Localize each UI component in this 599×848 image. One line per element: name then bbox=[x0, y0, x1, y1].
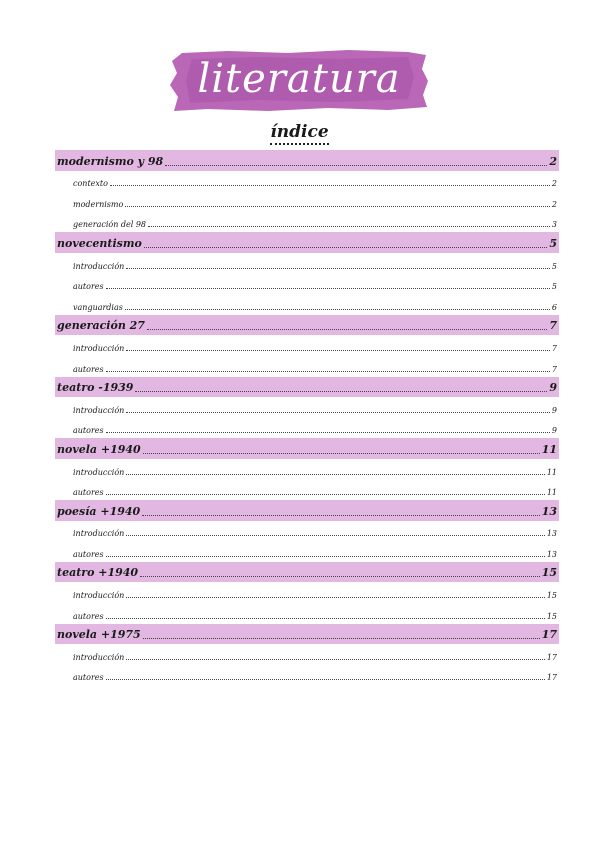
toc-item-row[interactable] bbox=[55, 644, 559, 665]
toc-item-row[interactable] bbox=[55, 480, 559, 501]
toc-item-label: vanguardias bbox=[73, 302, 123, 312]
toc-item-label: generación del 98 bbox=[73, 220, 147, 230]
index-heading-text: índice bbox=[270, 122, 328, 145]
toc-item-row[interactable] bbox=[55, 541, 559, 562]
dot-leader bbox=[126, 535, 544, 536]
toc-section-row[interactable] bbox=[55, 150, 559, 171]
toc-section-label: teatro -1939 bbox=[57, 381, 134, 395]
dot-leader bbox=[126, 474, 544, 475]
dot-leader bbox=[106, 556, 545, 557]
dot-leader bbox=[126, 412, 550, 413]
toc-item-row[interactable] bbox=[55, 603, 559, 624]
dot-leader bbox=[106, 432, 550, 433]
toc-item-page: 2 bbox=[551, 199, 557, 209]
toc-item-page: 13 bbox=[546, 529, 557, 539]
toc-item-page: 6 bbox=[551, 302, 557, 312]
dot-leader bbox=[147, 329, 547, 330]
dot-leader bbox=[135, 391, 547, 392]
toc-section-label: novela +1975 bbox=[57, 628, 141, 642]
toc-item-row[interactable] bbox=[55, 397, 559, 418]
toc-section-row[interactable] bbox=[55, 500, 559, 521]
toc-item-label: autores bbox=[73, 488, 104, 498]
toc-item-label: contexto bbox=[73, 179, 108, 189]
toc-section-row[interactable] bbox=[55, 438, 559, 459]
toc-section-row[interactable] bbox=[55, 562, 559, 583]
toc-item-row[interactable] bbox=[55, 356, 559, 377]
toc-section-page: 11 bbox=[541, 442, 557, 456]
toc-item-page: 17 bbox=[546, 652, 557, 662]
toc-section-label: novecentismo bbox=[57, 236, 142, 250]
toc-item-label: autores bbox=[73, 282, 104, 292]
toc-item-label: introducción bbox=[73, 343, 125, 353]
toc-item-row[interactable] bbox=[55, 212, 559, 233]
toc-item-label: introducción bbox=[73, 529, 125, 539]
dot-leader bbox=[148, 226, 550, 227]
dot-leader bbox=[143, 638, 540, 639]
toc-item-page: 5 bbox=[551, 282, 557, 292]
toc-item-row[interactable] bbox=[55, 335, 559, 356]
toc-item-page: 5 bbox=[551, 261, 557, 271]
toc-item-row[interactable] bbox=[55, 459, 559, 480]
toc-item-page: 9 bbox=[551, 405, 557, 415]
dot-leader bbox=[144, 247, 547, 248]
toc-section-label: modernismo y 98 bbox=[57, 154, 164, 168]
dot-leader bbox=[126, 350, 550, 351]
toc-item-page: 17 bbox=[546, 673, 557, 683]
toc-item-page: 7 bbox=[551, 343, 557, 353]
toc-item-page: 15 bbox=[546, 591, 557, 601]
toc-section-page: 17 bbox=[541, 628, 557, 642]
dot-leader bbox=[140, 576, 540, 577]
toc-section-label: teatro +1940 bbox=[57, 566, 139, 580]
title-banner bbox=[168, 47, 430, 115]
dot-leader bbox=[165, 165, 547, 166]
toc-section-row[interactable] bbox=[55, 377, 559, 398]
toc-section-page: 2 bbox=[549, 154, 557, 168]
toc-item-label: introducción bbox=[73, 591, 125, 601]
toc-section-page: 15 bbox=[541, 566, 557, 580]
toc-section-row[interactable] bbox=[55, 315, 559, 336]
toc-item-page: 9 bbox=[551, 426, 557, 436]
dot-leader bbox=[106, 494, 545, 495]
toc-item-row[interactable] bbox=[55, 521, 559, 542]
toc-item-row[interactable] bbox=[55, 582, 559, 603]
toc-section-page: 7 bbox=[549, 319, 557, 333]
toc-item-label: introducción bbox=[73, 652, 125, 662]
toc-section-row[interactable] bbox=[55, 624, 559, 645]
toc-item-row[interactable] bbox=[55, 274, 559, 295]
dot-leader bbox=[125, 206, 550, 207]
toc-item-page: 3 bbox=[551, 220, 557, 230]
toc-section-label: generación 27 bbox=[57, 319, 145, 333]
dot-leader bbox=[126, 268, 550, 269]
toc-section-row[interactable] bbox=[55, 232, 559, 253]
toc-item-label: introducción bbox=[73, 467, 125, 477]
toc-item-label: autores bbox=[73, 673, 104, 683]
toc-item-row[interactable] bbox=[55, 418, 559, 439]
index-heading bbox=[0, 121, 599, 143]
toc-section-page: 13 bbox=[541, 504, 557, 518]
toc-item-row[interactable] bbox=[55, 253, 559, 274]
dot-leader bbox=[106, 371, 550, 372]
dot-leader bbox=[106, 618, 545, 619]
toc-item-label: autores bbox=[73, 549, 104, 559]
dot-leader bbox=[142, 515, 540, 516]
dot-leader bbox=[106, 288, 550, 289]
dot-leader bbox=[126, 659, 544, 660]
toc-item-label: autores bbox=[73, 426, 104, 436]
toc-item-label: introducción bbox=[73, 405, 125, 415]
toc-item-row[interactable] bbox=[55, 191, 559, 212]
dot-leader bbox=[143, 453, 540, 454]
toc-item-label: autores bbox=[73, 611, 104, 621]
toc-item-page: 2 bbox=[551, 179, 557, 189]
document-title: literatura bbox=[197, 56, 401, 102]
toc-item-label: introducción bbox=[73, 261, 125, 271]
toc-item-page: 11 bbox=[546, 488, 557, 498]
dot-leader bbox=[110, 185, 550, 186]
dot-leader bbox=[126, 597, 544, 598]
toc-item-page: 11 bbox=[546, 467, 557, 477]
toc-section-label: novela +1940 bbox=[57, 442, 141, 456]
toc-section-page: 9 bbox=[549, 381, 557, 395]
toc-item-label: autores bbox=[73, 364, 104, 374]
toc-item-row[interactable] bbox=[55, 171, 559, 192]
toc-item-page: 13 bbox=[546, 549, 557, 559]
toc-item-row[interactable] bbox=[55, 294, 559, 315]
dot-leader bbox=[106, 679, 545, 680]
toc-item-page: 15 bbox=[546, 611, 557, 621]
toc-item-page: 7 bbox=[551, 364, 557, 374]
toc-section-label: poesía +1940 bbox=[57, 504, 141, 518]
dot-leader bbox=[125, 309, 550, 310]
table-of-contents bbox=[55, 150, 559, 685]
toc-item-label: modernismo bbox=[73, 199, 124, 209]
toc-section-page: 5 bbox=[549, 236, 557, 250]
toc-item-row[interactable] bbox=[55, 665, 559, 686]
